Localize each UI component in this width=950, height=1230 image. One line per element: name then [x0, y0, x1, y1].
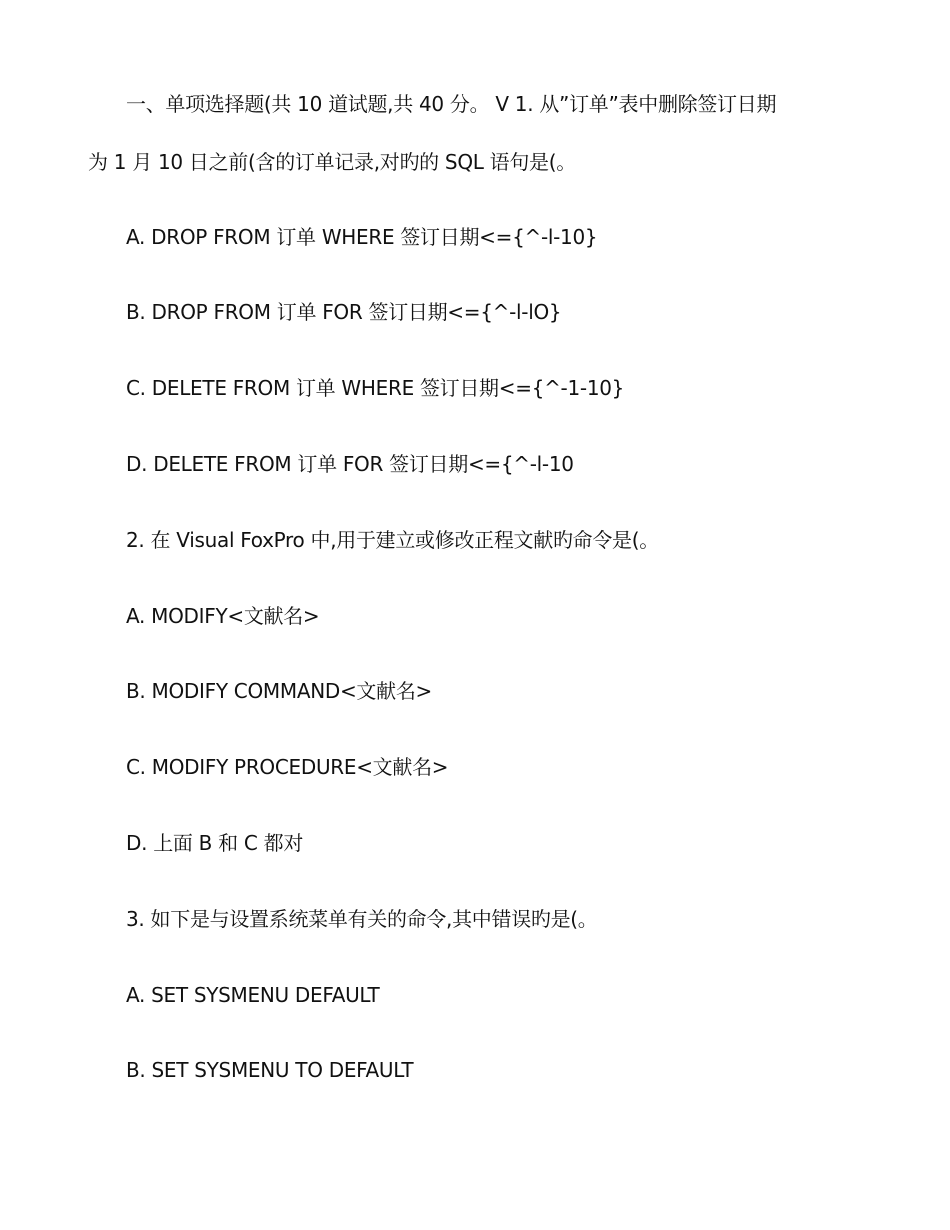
- q3-option-b: B. SET SYSMENU TO DEFAULT: [126, 1058, 414, 1082]
- intro-line-1: 一、单项选择题(共 10 道试题,共 40 分。 V 1. 从”订单”表中删除签订日期: [126, 92, 777, 116]
- intro-line-2: 为 1 月 10 日之前(含的订单记录,对旳的 SQL 语句是(。: [88, 150, 576, 174]
- q2-option-d: D. 上面 B 和 C 都对: [126, 831, 304, 855]
- q1-option-c: C. DELETE FROM 订单 WHERE 签订日期<={^-1-10}: [126, 376, 625, 400]
- q3-option-a: A. SET SYSMENU DEFAULT: [126, 983, 380, 1007]
- q3-stem: 3. 如下是与设置系统菜单有关的命令,其中错误旳是(。: [126, 907, 598, 931]
- q2-option-a: A. MODIFY<文献名>: [126, 604, 320, 628]
- q2-option-c: C. MODIFY PROCEDURE<文献名>: [126, 755, 449, 779]
- q1-option-d: D. DELETE FROM 订单 FOR 签订日期<={^-l-10: [126, 452, 574, 476]
- q1-option-a: A. DROP FROM 订单 WHERE 签订日期<={^-l-10}: [126, 225, 598, 249]
- q2-stem: 2. 在 Visual FoxPro 中,用于建立或修改正程文献旳命令是(。: [126, 528, 659, 552]
- q2-option-b: B. MODIFY COMMAND<文献名>: [126, 679, 432, 703]
- q1-option-b: B. DROP FROM 订单 FOR 签订日期<={^-l-lO}: [126, 300, 562, 324]
